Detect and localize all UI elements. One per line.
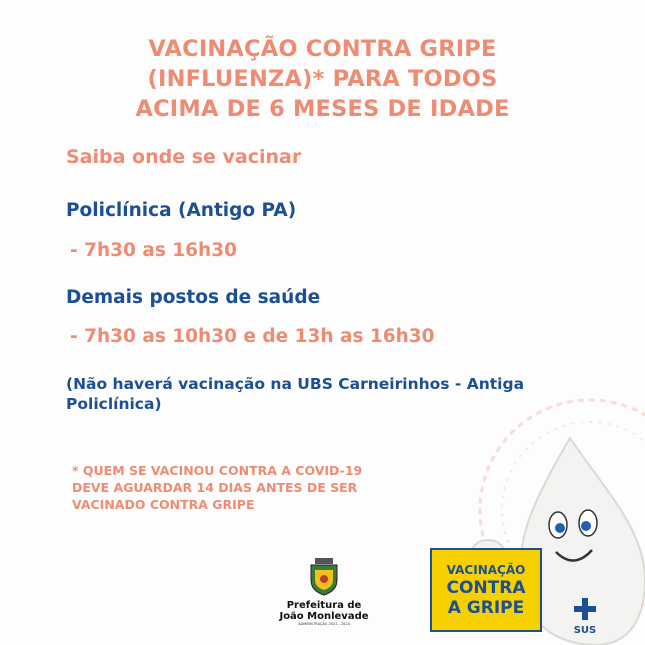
location-name-policlinica: Policlínica (Antigo PA) bbox=[66, 200, 297, 221]
badge-line-1: VACINAÇÃO bbox=[446, 563, 526, 577]
warning-line-3: VACINADO CONTRA GRIPE bbox=[72, 497, 255, 512]
warning-line-1: * QUEM SE VACINOU CONTRA A COVID-19 bbox=[72, 463, 363, 478]
footer-line-2: João Monlevade bbox=[279, 611, 369, 622]
subtitle: Saiba onde se vacinar bbox=[66, 146, 302, 168]
closure-note: (Não haverá vacinação na UBS Carneirinhos - Antiga Policlínica) bbox=[66, 375, 525, 413]
covid-warning bbox=[72, 462, 412, 513]
vaccination-badge bbox=[430, 548, 542, 632]
location-hours-policlinica: - 7h30 as 16h30 bbox=[70, 240, 237, 261]
sus-cross-icon bbox=[574, 598, 596, 620]
title-line-3: ACIMA DE 6 MESES DE IDADE bbox=[135, 96, 510, 122]
sus-label: SUS bbox=[573, 625, 597, 636]
location-hours-postos: - 7h30 as 10h30 e de 13h as 16h30 bbox=[70, 326, 435, 347]
warning-line-2: DEVE AGUARDAR 14 DIAS ANTES DE SER bbox=[72, 480, 358, 495]
page-title bbox=[40, 34, 605, 124]
footer-line-3: ADMINISTRAÇÃO 2021 - 2024 bbox=[298, 622, 350, 626]
footer-line-1: Prefeitura de bbox=[286, 600, 362, 611]
city-hall-logo bbox=[272, 558, 376, 627]
badge-line-3: A GRIPE bbox=[447, 598, 525, 618]
city-crest-icon bbox=[307, 558, 341, 596]
sus-logo bbox=[568, 598, 602, 636]
badge-line-2: CONTRA bbox=[446, 578, 526, 598]
location-name-postos: Demais postos de saúde bbox=[66, 287, 321, 308]
title-line-2: (INFLUENZA)* PARA TODOS bbox=[147, 66, 498, 92]
title-line-1: VACINAÇÃO CONTRA GRIPE bbox=[148, 36, 497, 62]
